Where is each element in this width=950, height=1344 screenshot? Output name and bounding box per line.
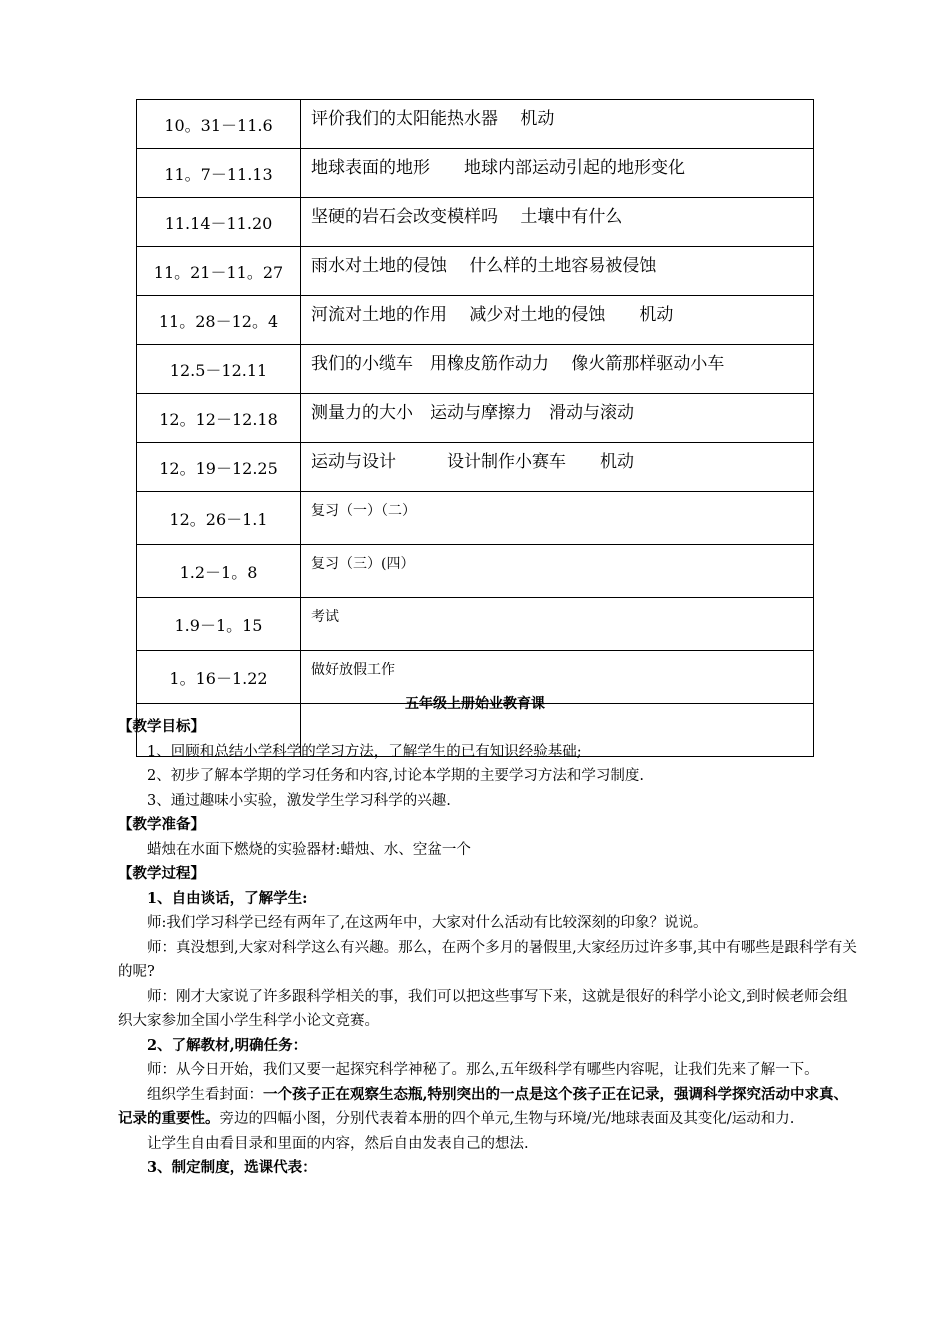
step1-heading: 1、自由谈话，了解学生:: [147, 889, 308, 907]
step1-paragraph: 师：刚才大家说了许多跟科学相关的事，我们可以把这些事写下来，这就是很好的科学小论文,到时候老师会组织大家参加全国小学生科学小论文竞赛。: [118, 988, 848, 1029]
week-dates: 11。21－11。27: [137, 247, 301, 296]
schedule-row: [137, 394, 814, 443]
schedule-table: [136, 99, 814, 757]
goal-item: 2、初步了解本学期的学习任务和内容,讨论本学期的主要学习方法和学习制度.: [147, 768, 644, 784]
schedule-row: [137, 545, 814, 598]
schedule-row: [137, 443, 814, 492]
prep-heading: 【教学准备】: [118, 816, 205, 833]
step2-paragraph: 师：从今日开始，我们又要一起探究科学神秘了。那么,五年级科学有哪些内容呢，让我们先来了解一下。: [147, 1062, 819, 1078]
goals-heading: 【教学目标】: [118, 718, 205, 735]
process-heading: 【教学过程】: [118, 865, 205, 882]
schedule-row: [137, 492, 814, 545]
week-topics: 雨水对土地的侵蚀 什么样的土地容易被侵蚀: [301, 247, 814, 296]
step2-heading: 2、了解教材,明确任务：: [147, 1036, 308, 1054]
week-topics: 地球表面的地形 地球内部运动引起的地形变化: [301, 149, 814, 198]
step1-paragraph: 师:我们学习科学已经有两年了,在这两年中，大家对什么活动有比较深刻的印象？说说。: [147, 915, 708, 931]
week-topics: 复习（三）(四）: [301, 545, 814, 598]
prep-text: 蜡烛在水面下燃烧的实验器材:蜡烛、水、空盆一个: [147, 841, 471, 858]
week-topics: 我们的小缆车 用橡皮筋作动力 像火箭那样驱动小车: [301, 345, 814, 394]
week-dates: 12。19－12.25: [137, 443, 301, 492]
week-topics: 评价我们的太阳能热水器 机动: [301, 100, 814, 149]
week-topics: 考试: [301, 598, 814, 651]
cover-description: [118, 1083, 860, 1132]
goal-item: 3、通过趣味小实验，激发学生学习科学的兴趣.: [147, 792, 451, 809]
step1-paragraph: 师：真没想到,大家对科学这么有兴趣。那么，在两个多月的暑假里,大家经历过许多事,其中有哪些是跟科学有关的呢?: [118, 939, 857, 980]
step3-heading: 3、制定制度，选课代表：: [147, 1159, 317, 1176]
week-dates: 11.14－11.20: [137, 198, 301, 247]
week-topics: 做好放假工作: [301, 651, 814, 704]
schedule-row: [137, 296, 814, 345]
week-dates: 11。7－11.13: [137, 149, 301, 198]
week-dates: 11。28－12。4: [137, 296, 301, 345]
lesson-body: [118, 715, 860, 1181]
week-dates: 12。12－12.18: [137, 394, 301, 443]
week-topics: 河流对土地的作用 减少对土地的侵蚀 机动: [301, 296, 814, 345]
week-dates: 12.5－12.11: [137, 345, 301, 394]
week-dates: 12。26－1.1: [137, 492, 301, 545]
week-topics: 测量力的大小 运动与摩擦力 滑动与滚动: [301, 394, 814, 443]
schedule-row: [137, 598, 814, 651]
week-topics: 坚硬的岩石会改变模样吗 土壤中有什么: [301, 198, 814, 247]
goal-item: 1、回顾和总结小学科学的学习方法，了解学生的已有知识经验基础;: [147, 743, 582, 760]
schedule-row: [137, 247, 814, 296]
week-dates: 1。16－1.22: [137, 651, 301, 704]
cover-units: 旁边的四幅小图，分别代表着本册的四个单元,生物与环境/光/地球表面及其变化/运动和力.: [219, 1111, 795, 1127]
week-topics: 复习（一）（二）: [301, 492, 814, 545]
schedule-row: [137, 198, 814, 247]
week-topics: 运动与设计 设计制作小赛车 机动: [301, 443, 814, 492]
schedule-row: [137, 149, 814, 198]
week-dates: 1.2－1。8: [137, 545, 301, 598]
schedule-row: [137, 100, 814, 149]
cover-emphasis: 一个孩子正在观察生态瓶,特别突出的一点是这个孩子正在记录，强调科学探究活动中求真、记录的重要性。: [118, 1085, 849, 1127]
week-dates: 10。31－11.6: [137, 100, 301, 149]
cover-intro: 组织学生看封面：: [147, 1086, 263, 1103]
week-dates: 1.9－1。15: [137, 598, 301, 651]
schedule-body: [137, 100, 814, 757]
step2-paragraph: 让学生自由看目录和里面的内容，然后自由发表自己的想法.: [147, 1135, 529, 1152]
lesson-title: 五年级上册始业教育课: [405, 696, 545, 712]
schedule-row: [137, 345, 814, 394]
